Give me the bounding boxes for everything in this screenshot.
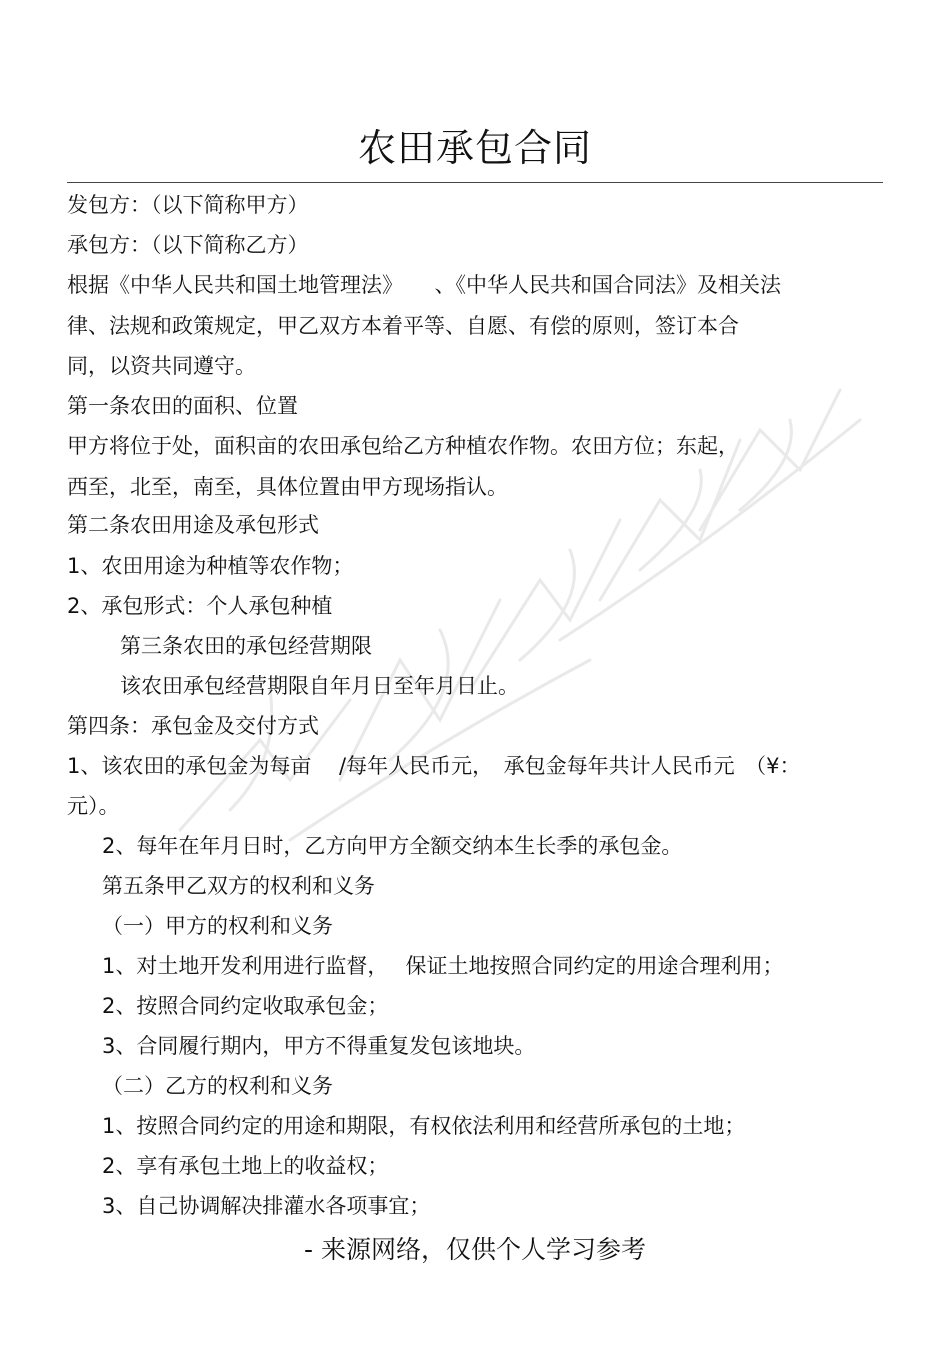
article-4-item-1-cont: 元）。	[67, 794, 120, 818]
article-1-text-1: 甲方将位于处，面积亩的农田承包给乙方种植农作物。农田方位；东起，	[67, 434, 739, 458]
article-1-heading: 第一条农田的面积、位置	[67, 394, 298, 418]
party-b-rights-item-2: 2、享有承包土地上的收益权；	[102, 1154, 389, 1178]
source-footer: - 来源网络，仅供个人学习参考	[304, 1235, 646, 1264]
article-4-item-2: 2、每年在年月日时，乙方向甲方全额交纳本生长季的承包金。	[102, 834, 683, 858]
article-3-text: 该农田承包经营期限自年月日至年月日止。	[120, 674, 519, 698]
title-divider	[67, 182, 883, 183]
article-4-heading: 第四条：承包金及交付方式	[67, 714, 319, 738]
article-1-text-2: 西至，北至，南至，具体位置由甲方现场指认。	[67, 475, 508, 499]
preamble-line-1: 根据《中华人民共和国土地管理法》 、《中华人民共和国合同法》及相关法	[67, 273, 781, 297]
party-b-rights-heading: （二）乙方的权利和义务	[102, 1074, 333, 1098]
preamble-line-2: 律、法规和政策规定，甲乙双方本着平等、自愿、有偿的原则，签订本合	[67, 314, 739, 338]
article-2-item-2: 2、承包形式：个人承包种植	[67, 594, 333, 618]
party-a-rights-item-1: 1、对土地开发利用进行监督， 保证土地按照合同约定的用途合理利用；	[102, 954, 784, 978]
document-title: 农田承包合同	[357, 126, 592, 170]
article-3-heading: 第三条农田的承包经营期限	[120, 634, 372, 658]
article-5-heading: 第五条甲乙双方的权利和义务	[102, 874, 375, 898]
article-2-heading: 第二条农田用途及承包形式	[67, 513, 319, 537]
party-a-rights-heading: （一）甲方的权利和义务	[102, 914, 333, 938]
party-b-line: 承包方：（以下简称乙方）	[67, 233, 309, 257]
party-b-rights-item-3: 3、自己协调解决排灌水各项事宜；	[102, 1194, 431, 1218]
article-4-item-1: 1、该农田的承包金为每亩 /每年人民币元， 承包金每年共计人民币元 （¥：	[67, 754, 801, 778]
party-a-rights-item-2: 2、按照合同约定收取承包金；	[102, 994, 389, 1018]
article-2-item-1: 1、农田用途为种植等农作物；	[67, 554, 354, 578]
party-b-rights-item-1: 1、按照合同约定的用途和期限，有权依法利用和经营所承包的土地；	[102, 1114, 746, 1138]
preamble-line-3: 同，以资共同遵守。	[67, 354, 256, 378]
party-a-line: 发包方：（以下简称甲方）	[67, 193, 309, 217]
party-a-rights-item-3: 3、合同履行期内，甲方不得重复发包该地块。	[102, 1034, 536, 1058]
